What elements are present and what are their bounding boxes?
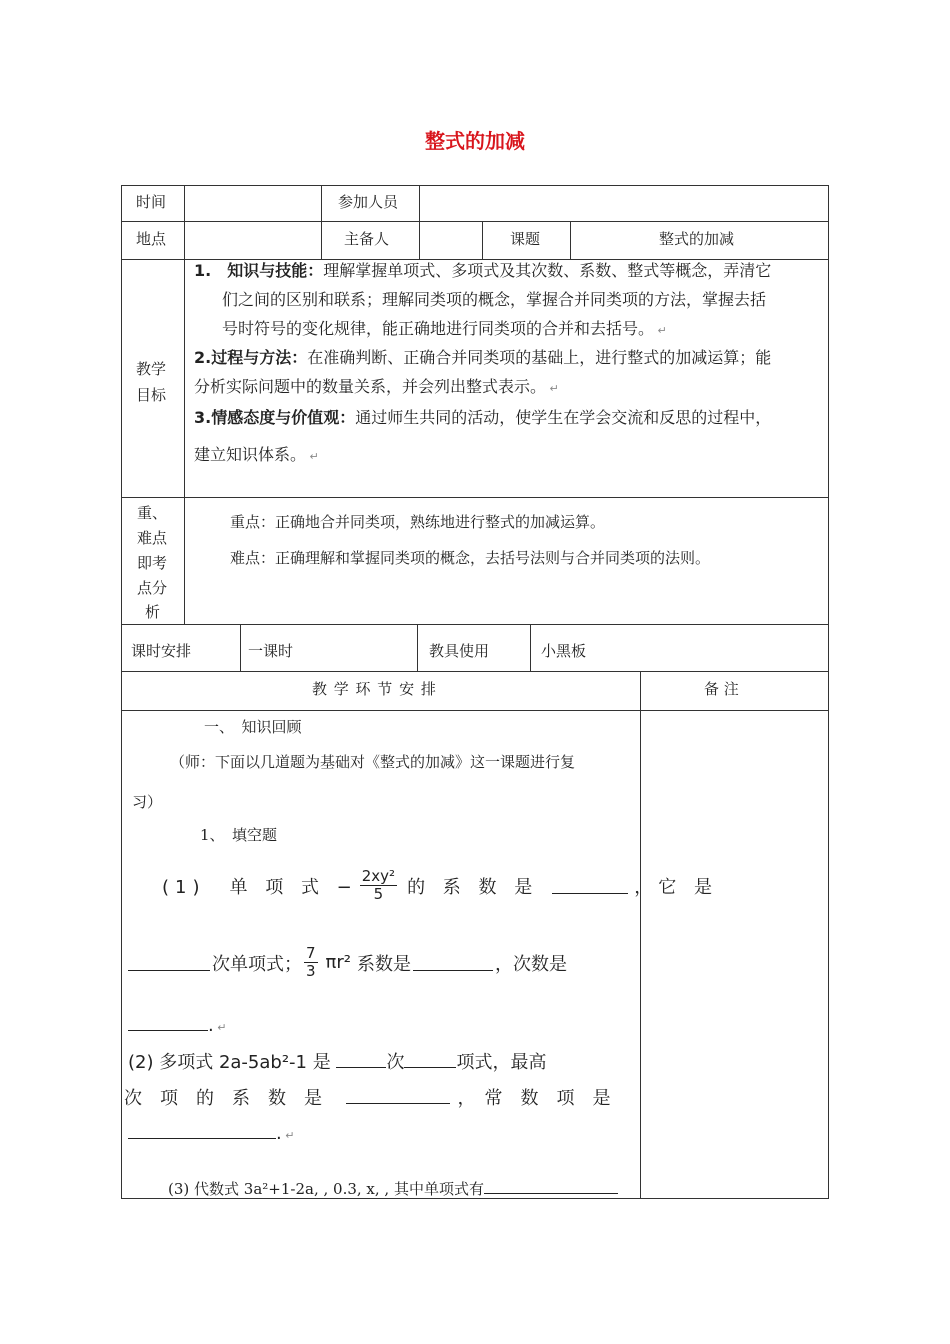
objectives-label-2: 目标 <box>136 386 167 404</box>
answer-blank[interactable] <box>404 1051 456 1068</box>
objectives-label-1: 教学 <box>136 360 167 378</box>
question-1-line-1 <box>162 868 718 903</box>
key-point-text: 重点：正确地合并同类项，熟练地进行整式的加减运算。 <box>230 513 606 531</box>
answer-blank[interactable] <box>413 954 493 971</box>
objective-2-line-2: 分析实际问题中的数量关系，并会列出整式表示。 <box>194 377 547 396</box>
tools-label: 教具使用 <box>429 642 490 660</box>
q1b-text-3: ，次数是 <box>495 953 567 975</box>
answer-blank[interactable] <box>128 1014 208 1031</box>
hours-label: 课时安排 <box>131 642 192 660</box>
q2-prefix: (2) 多项式 2a-5ab²-1 是 <box>128 1052 331 1073</box>
question-2-line-1 <box>128 1048 546 1074</box>
question-1-line-3: . ↵ <box>128 1014 226 1036</box>
question-3 <box>168 1178 618 1199</box>
teaching-steps-header: 教 学 环 节 安 排 <box>312 680 437 698</box>
q2b-text: 次 项 的 系 数 是 <box>124 1088 322 1109</box>
participants-label: 参加人员 <box>338 193 399 211</box>
return-mark-icon: ↵ <box>546 382 559 395</box>
q1-end: ，它 是 <box>634 876 718 898</box>
teacher-note-line-1: （师：下面以几道题为基础对《整式的加减》这一课题进行复 <box>170 753 576 771</box>
q3-text: (3) 代数式 3a²+1-2a, , 0.3, x, , 其中单项式有 <box>168 1180 484 1198</box>
teacher-note-line-2: 习） <box>132 793 163 811</box>
answer-blank[interactable] <box>552 877 628 894</box>
notes-header: 备 注 <box>704 680 739 698</box>
question-2-line-3: . ↵ <box>128 1122 294 1144</box>
objective-3-line-2: 建立知识体系。 <box>194 445 307 464</box>
objective-1-line-3: 号时符号的变化规律，能正确地进行同类项的合并和去括号。 <box>222 319 655 338</box>
preparer-label: 主备人 <box>344 230 390 248</box>
q2b-end: ， 常 数 项 是 <box>457 1088 611 1109</box>
q2-xiangshi: 项式，最高 <box>456 1052 547 1073</box>
q1b-pi-term: πr² <box>325 952 351 973</box>
q1b-fraction: $\frac{7}{3}$ <box>306 944 316 980</box>
review-heading: 一、 知识回顾 <box>204 718 302 736</box>
objective-1-heading: 1. 知识与技能： <box>194 261 324 280</box>
hours-value: 一课时 <box>248 642 294 660</box>
q2-ci: 次 <box>386 1052 405 1073</box>
objective-3-heading: 3.情感态度与价值观： <box>194 408 356 427</box>
return-mark-icon: ↵ <box>654 324 667 337</box>
q1-fraction: $\frac{\text{2xy²}}{5}$ <box>361 867 396 903</box>
objective-1-line-2: 们之间的区别和联系；理解同类项的概念，掌握合并同类项的方法，掌握去括 <box>222 290 767 309</box>
question-1-line-2 <box>128 945 567 980</box>
objective-2-heading: 2.过程与方法： <box>194 348 308 367</box>
return-mark-icon: ↵ <box>213 1021 227 1034</box>
q1b-text-2: 系数是 <box>357 953 411 975</box>
answer-blank[interactable] <box>128 954 210 971</box>
page-title: 整式的加减 <box>425 129 525 153</box>
return-mark-icon: ↵ <box>281 1129 295 1142</box>
answer-blank[interactable] <box>346 1087 450 1104</box>
answer-blank[interactable] <box>128 1122 276 1139</box>
q1-mid: 的 系 数 是 <box>407 876 539 898</box>
time-label: 时间 <box>136 193 167 211</box>
topic-value: 整式的加减 <box>659 230 735 248</box>
answer-blank[interactable] <box>336 1051 386 1068</box>
question-2-line-2 <box>124 1084 610 1110</box>
q1b-text-1: 次单项式； <box>212 953 302 975</box>
fill-in-heading: 1、 填空题 <box>200 826 278 844</box>
q1-prefix: (1) 单 项 式 − <box>162 876 358 898</box>
difficulty-text: 难点：正确理解和掌握同类项的概念，去括号法则与合并同类项的法则。 <box>230 549 711 567</box>
place-label: 地点 <box>136 230 167 248</box>
objective-1-line-1: 理解掌握单项式、多项式及其次数、系数、整式等概念，弄清它 <box>323 261 772 280</box>
topic-label: 课题 <box>510 230 541 248</box>
objective-2-line-1: 在准确判断、正确合并同类项的基础上，进行整式的加减运算；能 <box>307 348 772 367</box>
tools-value: 小黑板 <box>541 642 587 660</box>
return-mark-icon: ↵ <box>306 450 319 463</box>
objective-3-line-1: 通过师生共同的活动，使学生在学会交流和反思的过程中， <box>355 408 772 427</box>
answer-blank[interactable] <box>484 1179 618 1194</box>
